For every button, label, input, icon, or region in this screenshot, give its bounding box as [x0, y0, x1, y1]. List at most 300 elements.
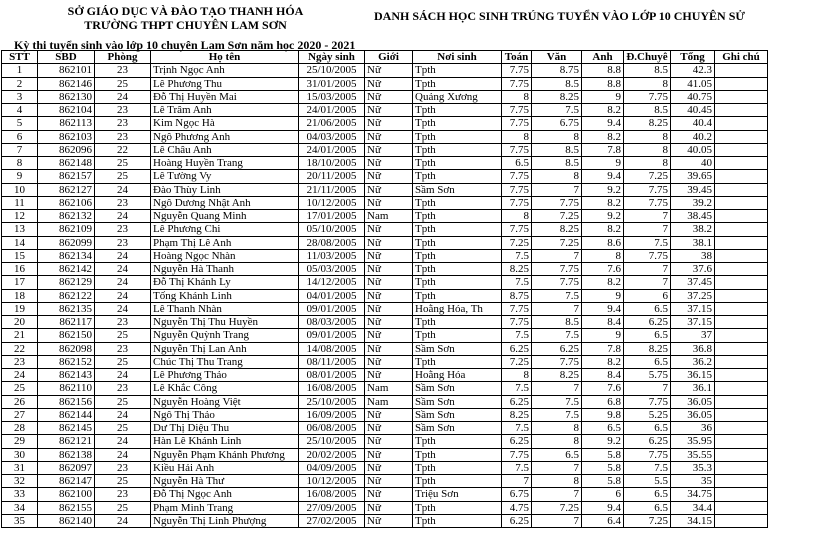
- cell-gioi[interactable]: Nam: [365, 395, 413, 408]
- cell-van[interactable]: 7.75: [532, 355, 582, 368]
- table-row[interactable]: [2, 104, 768, 117]
- cell-gioi[interactable]: Nữ: [365, 77, 413, 90]
- cell-stt[interactable]: 32: [2, 475, 38, 488]
- cell-phong[interactable]: 23: [95, 104, 151, 117]
- cell-phong[interactable]: 23: [95, 196, 151, 209]
- cell-anh[interactable]: 9: [582, 157, 624, 170]
- cell-toan[interactable]: 8.75: [502, 289, 532, 302]
- cell-anh[interactable]: 8.2: [582, 130, 624, 143]
- cell-tong[interactable]: 37.25: [671, 289, 715, 302]
- cell-anh[interactable]: 9: [582, 90, 624, 103]
- cell-ho-ten[interactable]: Đào Thùy Linh: [151, 183, 299, 196]
- cell-van[interactable]: 7: [532, 249, 582, 262]
- cell-sbd[interactable]: 862130: [38, 90, 95, 103]
- cell-diem-chuyen[interactable]: 7: [624, 223, 671, 236]
- cell-anh[interactable]: 8.4: [582, 316, 624, 329]
- cell-ho-ten[interactable]: Hoàng Ngọc Nhàn: [151, 249, 299, 262]
- cell-anh[interactable]: 6.8: [582, 395, 624, 408]
- cell-ngay-sinh[interactable]: 16/08/2005: [299, 488, 365, 501]
- table-row[interactable]: [2, 77, 768, 90]
- cell-van[interactable]: 7.75: [532, 263, 582, 276]
- cell-phong[interactable]: 24: [95, 302, 151, 315]
- cell-van[interactable]: 8.5: [532, 77, 582, 90]
- cell-ghi-chu[interactable]: [715, 183, 768, 196]
- cell-sbd[interactable]: 862152: [38, 355, 95, 368]
- cell-toan[interactable]: 8.25: [502, 263, 532, 276]
- cell-tong[interactable]: 42.3: [671, 64, 715, 77]
- cell-anh[interactable]: 8.6: [582, 236, 624, 249]
- cell-ghi-chu[interactable]: [715, 210, 768, 223]
- cell-tong[interactable]: 39.65: [671, 170, 715, 183]
- cell-ghi-chu[interactable]: [715, 329, 768, 342]
- cell-ngay-sinh[interactable]: 24/01/2005: [299, 104, 365, 117]
- cell-stt[interactable]: 13: [2, 223, 38, 236]
- cell-diem-chuyen[interactable]: 6.25: [624, 316, 671, 329]
- cell-phong[interactable]: 24: [95, 276, 151, 289]
- cell-van[interactable]: 8: [532, 130, 582, 143]
- table-row[interactable]: [2, 316, 768, 329]
- cell-sbd[interactable]: 862143: [38, 369, 95, 382]
- cell-tong[interactable]: 36.15: [671, 369, 715, 382]
- cell-stt[interactable]: 4: [2, 104, 38, 117]
- cell-phong[interactable]: 25: [95, 395, 151, 408]
- cell-sbd[interactable]: 862135: [38, 302, 95, 315]
- cell-diem-chuyen[interactable]: 8: [624, 130, 671, 143]
- cell-gioi[interactable]: Nữ: [365, 236, 413, 249]
- cell-ghi-chu[interactable]: [715, 263, 768, 276]
- table-row[interactable]: [2, 117, 768, 130]
- cell-anh[interactable]: 8.2: [582, 355, 624, 368]
- cell-ghi-chu[interactable]: [715, 77, 768, 90]
- column-header-stt[interactable]: STT: [2, 51, 38, 64]
- cell-van[interactable]: 6.75: [532, 117, 582, 130]
- cell-ghi-chu[interactable]: [715, 342, 768, 355]
- cell-phong[interactable]: 24: [95, 435, 151, 448]
- cell-van[interactable]: 8: [532, 475, 582, 488]
- cell-anh[interactable]: 8.8: [582, 77, 624, 90]
- cell-toan[interactable]: 7.25: [502, 355, 532, 368]
- cell-ghi-chu[interactable]: [715, 196, 768, 209]
- cell-phong[interactable]: 23: [95, 488, 151, 501]
- cell-gioi[interactable]: Nữ: [365, 488, 413, 501]
- cell-sbd[interactable]: 862156: [38, 395, 95, 408]
- cell-ho-ten[interactable]: Lê Phương Thu: [151, 77, 299, 90]
- cell-gioi[interactable]: Nữ: [365, 355, 413, 368]
- cell-ngay-sinh[interactable]: 04/03/2005: [299, 130, 365, 143]
- cell-noi-sinh[interactable]: Tpth: [413, 289, 502, 302]
- cell-sbd[interactable]: 862142: [38, 263, 95, 276]
- cell-sbd[interactable]: 862099: [38, 236, 95, 249]
- cell-toan[interactable]: 4.75: [502, 501, 532, 514]
- cell-noi-sinh[interactable]: Sầm Sơn: [413, 342, 502, 355]
- cell-van[interactable]: 7: [532, 183, 582, 196]
- cell-diem-chuyen[interactable]: 8.5: [624, 104, 671, 117]
- cell-phong[interactable]: 24: [95, 448, 151, 461]
- cell-phong[interactable]: 24: [95, 183, 151, 196]
- cell-noi-sinh[interactable]: Tpth: [413, 143, 502, 156]
- cell-van[interactable]: 8.25: [532, 90, 582, 103]
- cell-anh[interactable]: 5.8: [582, 461, 624, 474]
- cell-noi-sinh[interactable]: Tpth: [413, 210, 502, 223]
- cell-toan[interactable]: 6.5: [502, 157, 532, 170]
- cell-ho-ten[interactable]: Dư Thị Diệu Thu: [151, 422, 299, 435]
- column-header-tong[interactable]: Tổng: [671, 51, 715, 64]
- cell-tong[interactable]: 35: [671, 475, 715, 488]
- cell-ho-ten[interactable]: Đỗ Thị Khánh Ly: [151, 276, 299, 289]
- cell-gioi[interactable]: Nữ: [365, 369, 413, 382]
- cell-gioi[interactable]: Nữ: [365, 249, 413, 262]
- cell-ngay-sinh[interactable]: 10/12/2005: [299, 196, 365, 209]
- table-row[interactable]: [2, 263, 768, 276]
- cell-tong[interactable]: 39.2: [671, 196, 715, 209]
- cell-anh[interactable]: 6: [582, 488, 624, 501]
- cell-gioi[interactable]: Nữ: [365, 170, 413, 183]
- cell-diem-chuyen[interactable]: 6.5: [624, 302, 671, 315]
- cell-tong[interactable]: 36: [671, 422, 715, 435]
- cell-toan[interactable]: 7.5: [502, 329, 532, 342]
- table-row[interactable]: [2, 355, 768, 368]
- cell-stt[interactable]: 24: [2, 369, 38, 382]
- cell-tong[interactable]: 36.05: [671, 408, 715, 421]
- cell-gioi[interactable]: Nữ: [365, 276, 413, 289]
- cell-stt[interactable]: 5: [2, 117, 38, 130]
- cell-ho-ten[interactable]: Nguyễn Quỳnh Trang: [151, 329, 299, 342]
- cell-gioi[interactable]: Nữ: [365, 223, 413, 236]
- cell-gioi[interactable]: Nữ: [365, 263, 413, 276]
- cell-toan[interactable]: 7.75: [502, 104, 532, 117]
- table-row[interactable]: [2, 488, 768, 501]
- cell-sbd[interactable]: 862148: [38, 157, 95, 170]
- cell-tong[interactable]: 40.75: [671, 90, 715, 103]
- cell-ghi-chu[interactable]: [715, 514, 768, 527]
- cell-sbd[interactable]: 862103: [38, 130, 95, 143]
- table-row[interactable]: [2, 501, 768, 514]
- cell-ngay-sinh[interactable]: 04/01/2005: [299, 289, 365, 302]
- column-header-noi-sinh[interactable]: Nơi sinh: [413, 51, 502, 64]
- cell-tong[interactable]: 37.6: [671, 263, 715, 276]
- cell-ho-ten[interactable]: Ngô Dương Nhật Anh: [151, 196, 299, 209]
- cell-toan[interactable]: 7.75: [502, 223, 532, 236]
- cell-ho-ten[interactable]: Lê Khắc Công: [151, 382, 299, 395]
- cell-toan[interactable]: 7.75: [502, 117, 532, 130]
- cell-sbd[interactable]: 862098: [38, 342, 95, 355]
- cell-noi-sinh[interactable]: Sầm Sơn: [413, 395, 502, 408]
- cell-toan[interactable]: 6.25: [502, 514, 532, 527]
- table-row[interactable]: [2, 210, 768, 223]
- cell-stt[interactable]: 17: [2, 276, 38, 289]
- cell-phong[interactable]: 24: [95, 249, 151, 262]
- cell-ghi-chu[interactable]: [715, 170, 768, 183]
- cell-tong[interactable]: 40.45: [671, 104, 715, 117]
- cell-diem-chuyen[interactable]: 8: [624, 77, 671, 90]
- cell-tong[interactable]: 37.15: [671, 316, 715, 329]
- cell-ngay-sinh[interactable]: 17/01/2005: [299, 210, 365, 223]
- cell-sbd[interactable]: 862145: [38, 422, 95, 435]
- cell-phong[interactable]: 24: [95, 90, 151, 103]
- table-row[interactable]: [2, 223, 768, 236]
- cell-ho-ten[interactable]: Phạm Thị Lê Anh: [151, 236, 299, 249]
- cell-stt[interactable]: 26: [2, 395, 38, 408]
- cell-phong[interactable]: 24: [95, 408, 151, 421]
- cell-van[interactable]: 8: [532, 435, 582, 448]
- cell-stt[interactable]: 10: [2, 183, 38, 196]
- cell-ngay-sinh[interactable]: 31/01/2005: [299, 77, 365, 90]
- cell-gioi[interactable]: Nữ: [365, 143, 413, 156]
- cell-phong[interactable]: 25: [95, 355, 151, 368]
- cell-gioi[interactable]: Nữ: [365, 183, 413, 196]
- cell-anh[interactable]: 5.8: [582, 448, 624, 461]
- cell-diem-chuyen[interactable]: 7: [624, 382, 671, 395]
- cell-sbd[interactable]: 862127: [38, 183, 95, 196]
- table-row[interactable]: [2, 408, 768, 421]
- table-row[interactable]: [2, 289, 768, 302]
- table-row[interactable]: [2, 382, 768, 395]
- cell-ho-ten[interactable]: Nguyễn Thị Linh Phượng: [151, 514, 299, 527]
- cell-noi-sinh[interactable]: Tpth: [413, 130, 502, 143]
- cell-ngay-sinh[interactable]: 27/02/2005: [299, 514, 365, 527]
- cell-diem-chuyen[interactable]: 8.5: [624, 64, 671, 77]
- cell-toan[interactable]: 7.75: [502, 64, 532, 77]
- cell-diem-chuyen[interactable]: 8.25: [624, 342, 671, 355]
- cell-stt[interactable]: 15: [2, 249, 38, 262]
- cell-stt[interactable]: 28: [2, 422, 38, 435]
- cell-ghi-chu[interactable]: [715, 435, 768, 448]
- cell-ghi-chu[interactable]: [715, 289, 768, 302]
- cell-ngay-sinh[interactable]: 28/08/2005: [299, 236, 365, 249]
- cell-ghi-chu[interactable]: [715, 316, 768, 329]
- cell-noi-sinh[interactable]: Tpth: [413, 223, 502, 236]
- cell-sbd[interactable]: 862110: [38, 382, 95, 395]
- table-row[interactable]: [2, 461, 768, 474]
- cell-noi-sinh[interactable]: Triệu Sơn: [413, 488, 502, 501]
- cell-stt[interactable]: 16: [2, 263, 38, 276]
- cell-anh[interactable]: 9.2: [582, 210, 624, 223]
- cell-ho-ten[interactable]: Nguyễn Hà Thanh: [151, 263, 299, 276]
- cell-van[interactable]: 6.25: [532, 342, 582, 355]
- cell-toan[interactable]: 7.5: [502, 461, 532, 474]
- cell-phong[interactable]: 23: [95, 382, 151, 395]
- cell-tong[interactable]: 37.45: [671, 276, 715, 289]
- cell-diem-chuyen[interactable]: 6.5: [624, 488, 671, 501]
- cell-noi-sinh[interactable]: Tpth: [413, 501, 502, 514]
- cell-van[interactable]: 7: [532, 514, 582, 527]
- cell-tong[interactable]: 38: [671, 249, 715, 262]
- cell-diem-chuyen[interactable]: 6.5: [624, 501, 671, 514]
- cell-sbd[interactable]: 862097: [38, 461, 95, 474]
- table-row[interactable]: [2, 422, 768, 435]
- cell-diem-chuyen[interactable]: 7.75: [624, 90, 671, 103]
- cell-stt[interactable]: 18: [2, 289, 38, 302]
- cell-toan[interactable]: 7.75: [502, 316, 532, 329]
- cell-ngay-sinh[interactable]: 27/09/2005: [299, 501, 365, 514]
- cell-ho-ten[interactable]: Lê Thanh Nhàn: [151, 302, 299, 315]
- cell-toan[interactable]: 7.75: [502, 448, 532, 461]
- cell-phong[interactable]: 25: [95, 157, 151, 170]
- cell-toan[interactable]: 7.5: [502, 276, 532, 289]
- cell-tong[interactable]: 35.95: [671, 435, 715, 448]
- cell-diem-chuyen[interactable]: 7: [624, 276, 671, 289]
- cell-gioi[interactable]: Nữ: [365, 448, 413, 461]
- column-header-van[interactable]: Văn: [532, 51, 582, 64]
- cell-toan[interactable]: 6.25: [502, 395, 532, 408]
- cell-ho-ten[interactable]: Nguyễn Phạm Khánh Phương: [151, 448, 299, 461]
- cell-toan[interactable]: 7.75: [502, 302, 532, 315]
- cell-tong[interactable]: 35.55: [671, 448, 715, 461]
- column-header-anh[interactable]: Anh: [582, 51, 624, 64]
- column-header-toan[interactable]: Toán: [502, 51, 532, 64]
- cell-noi-sinh[interactable]: Tpth: [413, 316, 502, 329]
- cell-gioi[interactable]: Nữ: [365, 90, 413, 103]
- cell-gioi[interactable]: Nam: [365, 382, 413, 395]
- cell-toan[interactable]: 8.25: [502, 408, 532, 421]
- cell-van[interactable]: 7.75: [532, 196, 582, 209]
- cell-diem-chuyen[interactable]: 7.75: [624, 183, 671, 196]
- cell-noi-sinh[interactable]: Hoằng Hóa: [413, 369, 502, 382]
- cell-diem-chuyen[interactable]: 7.75: [624, 395, 671, 408]
- cell-diem-chuyen[interactable]: 7.75: [624, 196, 671, 209]
- cell-ngay-sinh[interactable]: 04/09/2005: [299, 461, 365, 474]
- cell-sbd[interactable]: 862157: [38, 170, 95, 183]
- table-row[interactable]: [2, 276, 768, 289]
- cell-phong[interactable]: 24: [95, 263, 151, 276]
- cell-ho-ten[interactable]: Ngô Thị Thảo: [151, 408, 299, 421]
- cell-noi-sinh[interactable]: Tpth: [413, 77, 502, 90]
- column-header-gioi[interactable]: Giới: [365, 51, 413, 64]
- cell-gioi[interactable]: Nữ: [365, 501, 413, 514]
- cell-tong[interactable]: 34.4: [671, 501, 715, 514]
- cell-gioi[interactable]: Nữ: [365, 117, 413, 130]
- table-row[interactable]: [2, 342, 768, 355]
- cell-noi-sinh[interactable]: Tpth: [413, 276, 502, 289]
- cell-ngay-sinh[interactable]: 20/11/2005: [299, 170, 365, 183]
- cell-ngay-sinh[interactable]: 10/12/2005: [299, 475, 365, 488]
- cell-anh[interactable]: 9.2: [582, 183, 624, 196]
- cell-diem-chuyen[interactable]: 6: [624, 289, 671, 302]
- table-row[interactable]: [2, 170, 768, 183]
- cell-noi-sinh[interactable]: Tpth: [413, 329, 502, 342]
- cell-stt[interactable]: 11: [2, 196, 38, 209]
- cell-gioi[interactable]: Nữ: [365, 408, 413, 421]
- cell-gioi[interactable]: Nữ: [365, 289, 413, 302]
- cell-noi-sinh[interactable]: Sầm Sơn: [413, 422, 502, 435]
- cell-ngay-sinh[interactable]: 09/01/2005: [299, 329, 365, 342]
- cell-ngay-sinh[interactable]: 05/10/2005: [299, 223, 365, 236]
- cell-tong[interactable]: 36.05: [671, 395, 715, 408]
- cell-gioi[interactable]: Nữ: [365, 329, 413, 342]
- cell-ngay-sinh[interactable]: 15/03/2005: [299, 90, 365, 103]
- cell-stt[interactable]: 27: [2, 408, 38, 421]
- column-header-phong[interactable]: Phòng: [95, 51, 151, 64]
- cell-diem-chuyen[interactable]: 8: [624, 157, 671, 170]
- cell-ngay-sinh[interactable]: 16/09/2005: [299, 408, 365, 421]
- cell-ngay-sinh[interactable]: 21/11/2005: [299, 183, 365, 196]
- cell-van[interactable]: 8.25: [532, 369, 582, 382]
- cell-noi-sinh[interactable]: Tpth: [413, 475, 502, 488]
- cell-noi-sinh[interactable]: Sầm Sơn: [413, 408, 502, 421]
- cell-noi-sinh[interactable]: Quảng Xương: [413, 90, 502, 103]
- cell-van[interactable]: 8: [532, 170, 582, 183]
- cell-stt[interactable]: 9: [2, 170, 38, 183]
- cell-sbd[interactable]: 862096: [38, 143, 95, 156]
- cell-noi-sinh[interactable]: Tpth: [413, 117, 502, 130]
- cell-ghi-chu[interactable]: [715, 355, 768, 368]
- cell-stt[interactable]: 6: [2, 130, 38, 143]
- cell-ngay-sinh[interactable]: 06/08/2005: [299, 422, 365, 435]
- table-row[interactable]: [2, 196, 768, 209]
- cell-stt[interactable]: 2: [2, 77, 38, 90]
- cell-ghi-chu[interactable]: [715, 223, 768, 236]
- cell-ghi-chu[interactable]: [715, 143, 768, 156]
- cell-gioi[interactable]: Nữ: [365, 196, 413, 209]
- cell-ghi-chu[interactable]: [715, 90, 768, 103]
- cell-phong[interactable]: 23: [95, 316, 151, 329]
- cell-phong[interactable]: 25: [95, 77, 151, 90]
- cell-stt[interactable]: 21: [2, 329, 38, 342]
- table-row[interactable]: [2, 183, 768, 196]
- cell-tong[interactable]: 37: [671, 329, 715, 342]
- cell-ngay-sinh[interactable]: 25/10/2005: [299, 435, 365, 448]
- cell-toan[interactable]: 6.25: [502, 435, 532, 448]
- cell-tong[interactable]: 40.4: [671, 117, 715, 130]
- cell-toan[interactable]: 7.75: [502, 196, 532, 209]
- cell-sbd[interactable]: 862106: [38, 196, 95, 209]
- cell-ghi-chu[interactable]: [715, 501, 768, 514]
- cell-ho-ten[interactable]: Nguyễn Thị Lan Anh: [151, 342, 299, 355]
- cell-diem-chuyen[interactable]: 7.75: [624, 448, 671, 461]
- cell-ghi-chu[interactable]: [715, 369, 768, 382]
- table-row[interactable]: [2, 435, 768, 448]
- cell-ghi-chu[interactable]: [715, 475, 768, 488]
- cell-stt[interactable]: 22: [2, 342, 38, 355]
- cell-anh[interactable]: 7.8: [582, 342, 624, 355]
- cell-ngay-sinh[interactable]: 24/01/2005: [299, 143, 365, 156]
- cell-anh[interactable]: 9.4: [582, 170, 624, 183]
- cell-diem-chuyen[interactable]: 7.5: [624, 461, 671, 474]
- table-row[interactable]: [2, 448, 768, 461]
- cell-sbd[interactable]: 862122: [38, 289, 95, 302]
- cell-stt[interactable]: 34: [2, 501, 38, 514]
- cell-sbd[interactable]: 862101: [38, 64, 95, 77]
- cell-sbd[interactable]: 862113: [38, 117, 95, 130]
- table-row[interactable]: [2, 329, 768, 342]
- cell-ho-ten[interactable]: Ngô Phương Anh: [151, 130, 299, 143]
- cell-diem-chuyen[interactable]: 8.25: [624, 117, 671, 130]
- cell-sbd[interactable]: 862134: [38, 249, 95, 262]
- cell-anh[interactable]: 6.5: [582, 422, 624, 435]
- cell-ngay-sinh[interactable]: 16/08/2005: [299, 382, 365, 395]
- cell-gioi[interactable]: Nữ: [365, 64, 413, 77]
- cell-van[interactable]: 7.5: [532, 289, 582, 302]
- cell-stt[interactable]: 29: [2, 435, 38, 448]
- cell-van[interactable]: 8.75: [532, 64, 582, 77]
- cell-noi-sinh[interactable]: Tpth: [413, 355, 502, 368]
- cell-phong[interactable]: 22: [95, 143, 151, 156]
- cell-ngay-sinh[interactable]: 18/10/2005: [299, 157, 365, 170]
- cell-stt[interactable]: 25: [2, 382, 38, 395]
- cell-noi-sinh[interactable]: Tpth: [413, 514, 502, 527]
- cell-tong[interactable]: 36.8: [671, 342, 715, 355]
- cell-stt[interactable]: 19: [2, 302, 38, 315]
- cell-noi-sinh[interactable]: Tpth: [413, 104, 502, 117]
- cell-anh[interactable]: 8.8: [582, 64, 624, 77]
- cell-stt[interactable]: 8: [2, 157, 38, 170]
- cell-tong[interactable]: 38.45: [671, 210, 715, 223]
- cell-sbd[interactable]: 862129: [38, 276, 95, 289]
- table-row[interactable]: [2, 395, 768, 408]
- cell-diem-chuyen[interactable]: 6.5: [624, 329, 671, 342]
- cell-gioi[interactable]: Nữ: [365, 302, 413, 315]
- cell-sbd[interactable]: 862147: [38, 475, 95, 488]
